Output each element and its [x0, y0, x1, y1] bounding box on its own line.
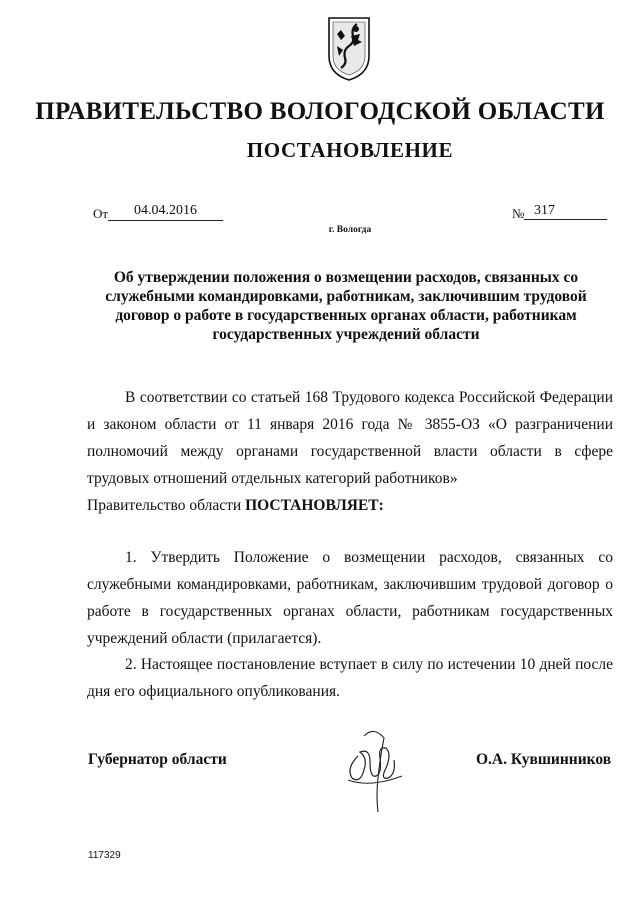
signatory-title: Губернатор области — [88, 751, 227, 768]
basis-paragraph — [87, 384, 613, 492]
document-number: 317 — [524, 203, 607, 220]
document-internal-number: 117329 — [88, 850, 121, 861]
government-name: ПРАВИТЕЛЬСТВО ВОЛОГОДСКОЙ ОБЛАСТИ — [35, 98, 605, 125]
basis-text: В соответствии со статьей 168 Трудового кодекса Российской Федерации и законом области от 11 января 2016 года № 3855-ОЗ «О разграничении полномочий между органами государственной власти области в сфере трудовых отношений отдельных категорий работников» — [87, 389, 613, 487]
handwritten-signature-icon — [340, 718, 410, 816]
item-2-text: 2. Настоящее постановление вступает в силу по истечении 10 дней после дня его официального опубликования. — [87, 656, 613, 700]
date-label: От — [93, 206, 109, 221]
document-title: Об утверждении положения о возмещении расходов, связанных со служебными командировками, работникам, заключившим трудовой договор о работе в государственных органах области, работникам государственных учреждений области — [105, 269, 587, 343]
item-1 — [87, 544, 613, 652]
item-1-text: 1. Утвердить Положение о возмещении расходов, связанных со служебными командировками, работникам, заключившим трудовой договор о работе в государственных органах области, работникам государственных учреждений области (прилагается). — [87, 549, 613, 647]
number-label: № — [512, 206, 525, 221]
document-date: 04.04.2016 — [108, 203, 223, 221]
signatory-name: О.А. Кувшинников — [476, 751, 612, 768]
document-type: ПОСТАНОВЛЕНИЕ — [246, 138, 454, 162]
decree-prefix: Правительство области — [87, 497, 242, 514]
decree-verb: ПОСТАНОВЛЯЕТ: — [245, 497, 384, 514]
city: г. Вологда — [328, 225, 372, 235]
vologda-coat-of-arms-icon — [327, 16, 371, 82]
decree-line — [87, 492, 613, 519]
item-2 — [87, 651, 613, 705]
